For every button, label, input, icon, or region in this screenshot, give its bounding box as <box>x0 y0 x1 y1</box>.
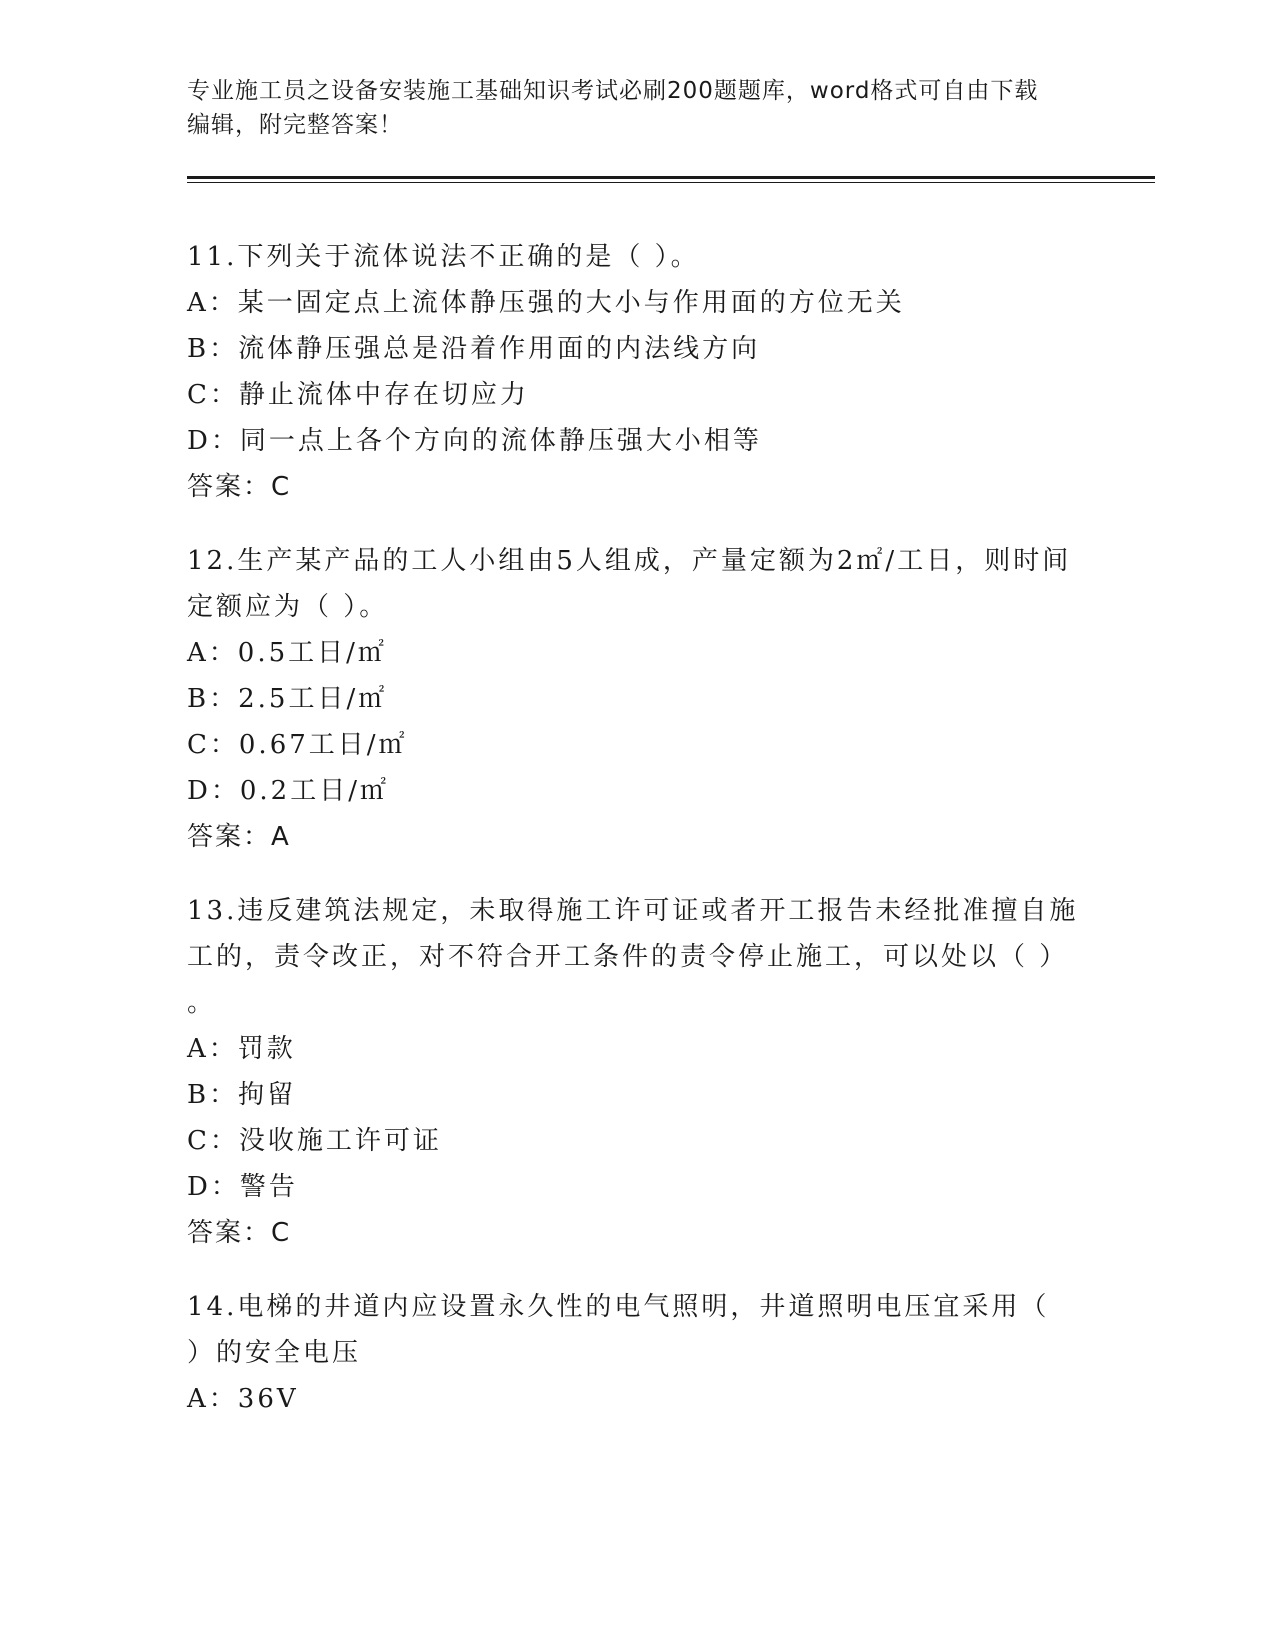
option-c: C：没收施工许可证 <box>187 1126 442 1156</box>
option-a: A：0.5工日/㎡ <box>187 638 387 668</box>
question-12 <box>187 538 1087 860</box>
answer: 答案：A <box>187 822 291 852</box>
question-list <box>187 234 1087 1450</box>
question-stem: 12.生产某产品的工人小组由5人组成，产量定额为2㎡/工日，则时间 <box>187 546 1072 576</box>
question-14 <box>187 1284 1087 1422</box>
question-stem: 11.下列关于流体说法不正确的是（ ）。 <box>187 242 700 272</box>
option-a: A：某一固定点上流体静压强的大小与作用面的方位无关 <box>187 288 905 318</box>
question-stem-cont: ）的安全电压 <box>187 1338 362 1368</box>
question-stem-cont: 定额应为（ ）。 <box>187 592 389 622</box>
question-stem: 13.违反建筑法规定，未取得施工许可证或者开工报告未经批准擅自施 <box>187 896 1079 926</box>
header-rule-thin <box>187 182 1155 183</box>
question-stem: 14.电梯的井道内应设置永久性的电气照明，井道照明电压宜采用（ <box>187 1292 1050 1322</box>
option-d: D：警告 <box>187 1172 298 1202</box>
question-stem-cont: 工的，责令改正，对不符合开工条件的责令停止施工，可以处以（ ） <box>187 942 1069 972</box>
header-line-2: 编辑，附完整答案！ <box>187 112 403 138</box>
answer: 答案：C <box>187 1218 292 1248</box>
option-a: A：36V <box>187 1384 299 1414</box>
question-stem-cont: 。 <box>187 988 217 1018</box>
option-b: B：流体静压强总是沿着作用面的内法线方向 <box>187 334 761 364</box>
question-11 <box>187 234 1087 510</box>
option-b: B：拘留 <box>187 1080 297 1110</box>
answer: 答案：C <box>187 472 292 502</box>
header-rule-thick <box>187 176 1155 179</box>
option-a: A：罚款 <box>187 1034 296 1064</box>
header-line-1: 专业施工员之设备安装施工基础知识考试必刷200题题库，word格式可自由下载 <box>187 78 1039 104</box>
page-header <box>187 74 1087 142</box>
option-b: B：2.5工日/㎡ <box>187 684 388 714</box>
option-d: D：同一点上各个方向的流体静压强大小相等 <box>187 426 762 456</box>
question-13 <box>187 888 1087 1256</box>
option-c: C：静止流体中存在切应力 <box>187 380 529 410</box>
option-d: D：0.2工日/㎡ <box>187 776 389 806</box>
option-c: C：0.67工日/㎡ <box>187 730 408 760</box>
